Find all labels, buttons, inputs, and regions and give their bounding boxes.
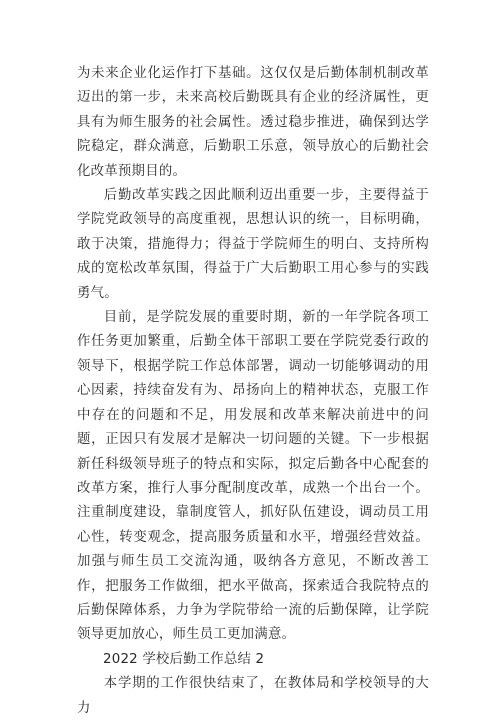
section-heading: 2022 学校后勤工作总结 2	[103, 651, 265, 667]
paragraph-current-period: 目前，是学院发展的重要时期，新的一年学院各项工作任务更加繁重，后勤全体干部职工要在学院党委行政的领导下，根据学院工作总体部署，调动一切能够调动的用心因素，持续奋发有为、昂扬向上的精神状态，克服工作中存在的问题和不足，用发展和改革来解决前进中的问题，正因只有发展才是解决一切问题的关键。下一步根据新任科级领导班子的特点和实际，拟定后勤各中心配套的改革方案，推行人事分配制度改革，成熟一个出台一个。注重制度建设，靠制度管人，抓好队伍建设，调动员工用心性，转变观念，提高服务质量和水平，增强经营效益。加强与师生员工交流沟通，吸纳各方意见，不断改善工作，把服务工作做细，把水平做高，探索适合我院特点的后勤保障体系，力争为学院带给一流的后勤保障，让学院领导更加放心，师生员工更加满意。	[77, 310, 429, 643]
paragraph-semester-summary: 本学期的工作很快结束了，在教体局和学校领导的大力	[77, 676, 429, 716]
paragraph-continuation: 为未来企业化运作打下基础。这仅仅是后勤体制机制改革迈出的第一步，未来高校后勤既具有企业的经济属性，更具有为师生服务的社会属性。透过稳步推进，确保到达学院稳定，群众满意，后勤职工乐意，领导放心的后勤社会化改革预期目的。	[77, 66, 429, 179]
document-body	[77, 62, 429, 721]
paragraph-reform-practice: 后勤改革实践之因此顺利迈出重要一步，主要得益于学院党政领导的高度重视，思想认识的统一，目标明确，敢于决策，措施得力；得益于学院师生的明白、支持所构成的宽松改革氛围，得益于广大后勤职工用心参与的实践勇气。	[77, 188, 429, 301]
